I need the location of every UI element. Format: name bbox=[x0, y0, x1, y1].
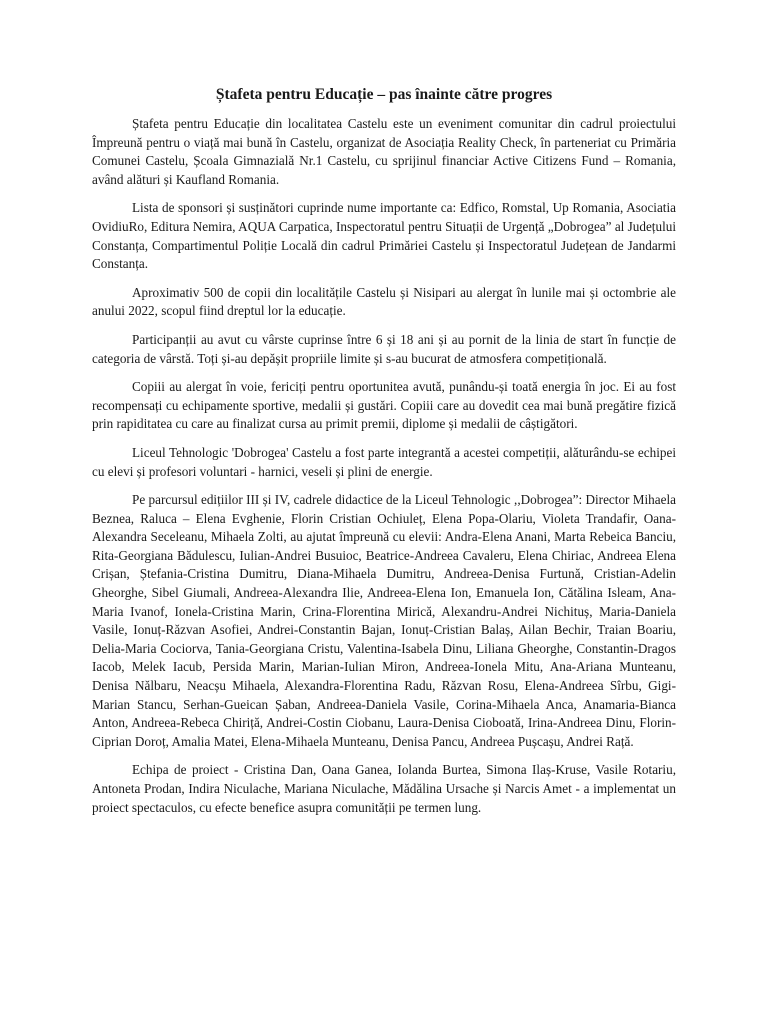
document-page bbox=[92, 84, 676, 827]
paragraph-sponsors: Lista de sponsori și susținători cuprinde nume importante ca: Edfico, Romstal, Up Romania, Asociatia OvidiuRo, Editura Nemira, AQUA Carpatica, Inspectoratul pentru Situații de Urgență „Dobrogea” al Județului Constanța, Compartimentul Poliție Locală din cadrul Primăriei Castelu și Inspectoratul Județean de Jandarmi Constanța. bbox=[92, 200, 676, 272]
paragraph-liceul-tehnologic: Liceul Tehnologic 'Dobrogea' Castelu a fost parte integrantă a acestei competiții, alăturându-se echipei cu elevi și profesori voluntari - harnici, veseli și plini de energie. bbox=[92, 444, 676, 479]
paragraph-rewards: Copiii au alergat în voie, fericiți pentru oportunitea avută, punându-și toată energia în joc. Ei au fost recompensați cu echipamente sportive, medalii și gustări. Copiii care au dovedit cea mai bună pregătire fizică prin rapiditatea cu care au finalizat cursa au primit premii, diplome și medalii de câștigători. bbox=[92, 379, 676, 432]
paragraph-project-team: Echipa de proiect - Cristina Dan, Oana Ganea, Iolanda Burtea, Simona Ilaș-Kruse, Vasile Rotariu, Antoneta Prodan, Indira Niculache, Mariana Niculache, Mădălina Ursache și Narcis Amet - a implementat un proiect spectaculos, cu efecte benefice asupra comunității pe termen lung. bbox=[92, 762, 676, 815]
paragraph-age-groups: Participanții au avut cu vârste cuprinse între 6 și 18 ani și au pornit de la linia de start în funcție de categoria de vârstă. Toți și-au depășit propriile limite și s-au bucurat de atmosfera competițională. bbox=[92, 331, 676, 366]
paragraph-intro: Ștafeta pentru Educație din localitatea Castelu este un eveniment comunitar din cadrul proiectului Împreună pentru o viață mai bună în Castelu, organizat de Asociația Reality Check, în parteneriat cu Primăria Comunei Castelu, Școala Gimnazială Nr.1 Castelu, cu sprijinul financiar Active Citizens Fund – Romania, având alături și Kaufland Romania. bbox=[92, 116, 676, 187]
document-title: Ștafeta pentru Educație – pas înainte către progres bbox=[215, 86, 553, 103]
paragraph-participants-count: Aproximativ 500 de copii din localitățile Castelu și Nisipari au alergat în lunile mai și octombrie ale anului 2022, scopul fiind dreptul lor la educație. bbox=[92, 284, 676, 319]
paragraph-volunteers-list: Pe parcursul edițiilor III și IV, cadrele didactice de la Liceul Tehnologic ,,Dobrogea”: Director Mihaela Beznea, Raluca – Elena Evghenie, Florin Cristian Ochiuleț, Elena Popa-Olariu, Violeta Trandafir, Oana-Alexandra Seceleanu, Mihaela Zolti, au ajutat împreună cu elevii: Andra-Elena Anani, Marta Rebeica Banciu, Rita-Georgiana Bădulescu, Iulian-Andrei Busuioc, Beatrice-Andreea Cavaleru, Elena Chiriac, Andreea Elena Crișan, Ștefania-Cristina Dumitru, Diana-Mihaela Dumitru, Andreea-Denisa Furtună, Cristian-Adelin Gheorghe, Sibel Giumali, Andreea-Alexandra Ilie, Andreea-Elena Ion, Emanuela Ion, Cătălina Isleam, Ana-Maria Ivanof, Ionela-Cristina Marin, Crina-Florentina Mirică, Alexandru-Andrei Nichituș, Maria-Daniela Vasile, Ionuț-Răzvan Asofiei, Andrei-Constantin Bajan, Ionuț-Cristian Balaș, Ailan Bechir, Traian Boariu, Delia-Maria Cociorva, Tania-Georgiana Cristu, Valentina-Isabela Dinu, Liliana Gheorghe, Constantin-Dragos Iacob, Melek Iacub, Persida Marin, Marian-Iulian Miron, Andreea-Ionela Mitu, Ana-Ariana Munteanu, Denisa Nălbaru, Neacșu Mihaela, Alexandra-Florentina Radu, Răzvan Rosu, Elena-Andreea Sîrbu, Gigi-Marian Stancu, Serhan-Gueican Șaban, Andreea-Daniela Vasile, Corina-Mihaela Anca, Anamaria-Bianca Anton, Andreea-Rebeca Chiriță, Andrei-Costin Ciobanu, Laura-Denisa Cioboată, Irina-Andreea Dinu, Florin-Ciprian Doroț, Amalia Matei, Elena-Mihaela Munteanu, Denisa Pancu, Andreea Pușcașu, Andrei Rață. bbox=[92, 492, 676, 749]
